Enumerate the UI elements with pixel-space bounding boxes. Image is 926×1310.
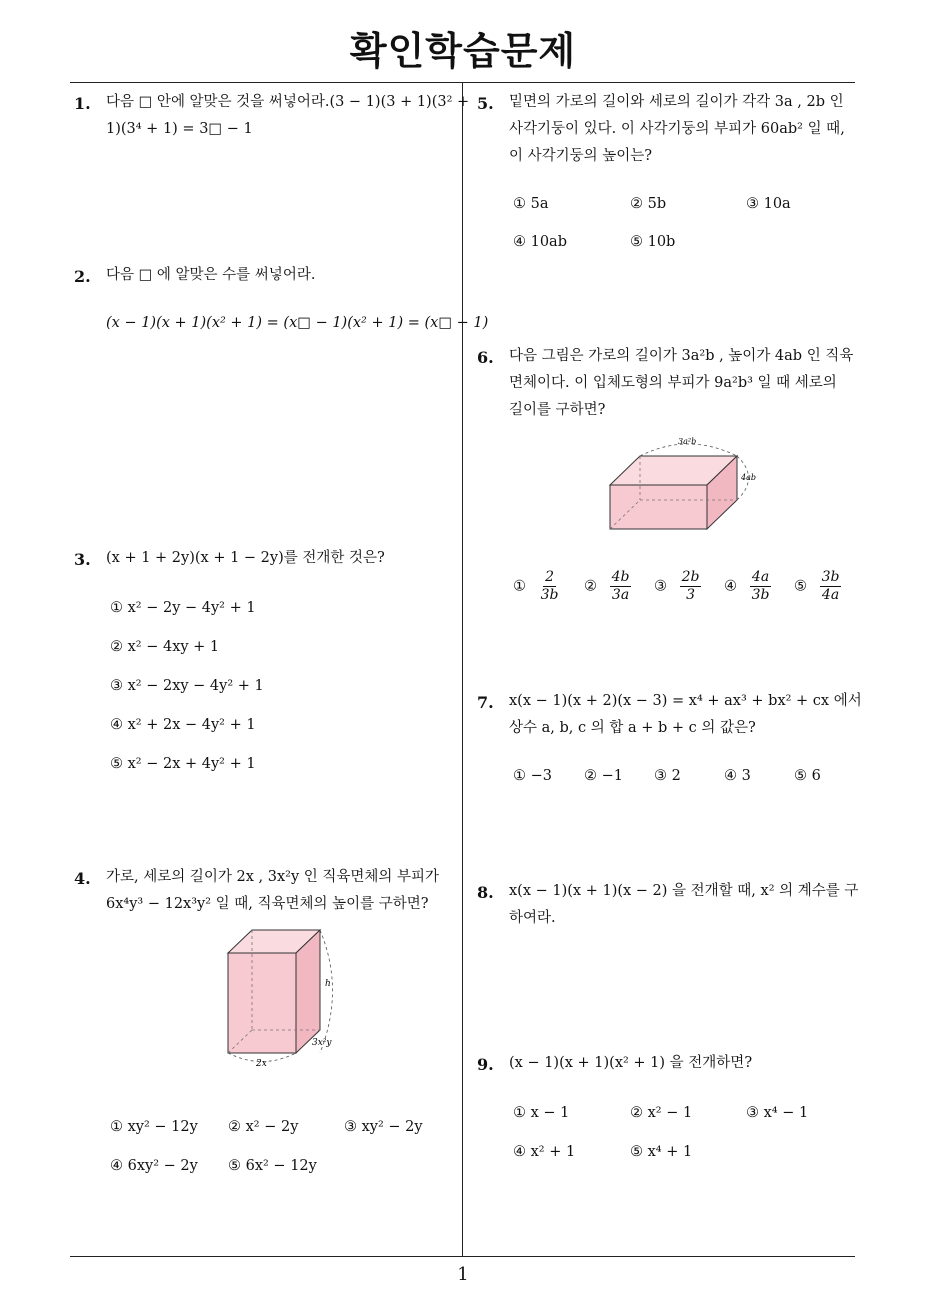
choice-2[interactable] xyxy=(584,569,631,604)
denominator: 3 xyxy=(686,587,695,603)
choice-5[interactable]: ⑤ 6x² − 12y xyxy=(228,1158,317,1174)
question-text: 가로, 세로의 길이가 2x , 3x²y 인 직육면체의 부피가 xyxy=(106,869,440,885)
numerator: 4a xyxy=(751,569,770,585)
fraction xyxy=(820,569,842,604)
choice-5[interactable]: ⑤ x² − 2x + 4y² + 1 xyxy=(110,756,256,772)
choice-1[interactable] xyxy=(513,569,560,604)
choice-mark: ⑤ xyxy=(794,578,807,595)
question-text: x(x − 1)(x + 2)(x − 3) = x⁴ + ax³ + bx² + cx 에서 xyxy=(509,693,862,709)
choice-4[interactable]: ④ 3 xyxy=(724,768,751,784)
choice-2[interactable]: ② 5b xyxy=(630,196,667,212)
question-text: 사각기둥이 있다. 이 사각기둥의 부피가 60ab² 일 때, xyxy=(509,121,845,137)
denominator: 3a xyxy=(611,587,630,603)
choice-1[interactable]: ① xy² − 12y xyxy=(110,1119,198,1135)
question-text: 다음 그림은 가로의 길이가 3a²b , 높이가 4ab 인 직육 xyxy=(509,348,854,364)
choice-2[interactable]: ② x² − 4xy + 1 xyxy=(110,639,220,655)
column-divider xyxy=(462,83,463,1257)
wide-box-figure xyxy=(600,432,775,537)
choice-2[interactable]: ② x² − 1 xyxy=(630,1105,693,1121)
choice-3[interactable]: ③ x⁴ − 1 xyxy=(746,1105,809,1121)
choice-4[interactable] xyxy=(724,569,771,604)
question-text: 1)(3⁴ + 1) = 3□ − 1 xyxy=(106,121,253,137)
choice-3[interactable]: ③ 10a xyxy=(746,196,791,212)
bottom-rule xyxy=(70,1256,855,1257)
choice-1[interactable]: ① 5a xyxy=(513,196,549,212)
choice-1[interactable]: ① x² − 2y − 4y² + 1 xyxy=(110,600,256,616)
page-title: 확인학습문제 xyxy=(349,29,577,73)
numerator: 3b xyxy=(821,569,840,585)
question-text: 하여라. xyxy=(509,910,556,926)
width-label: 2x xyxy=(256,1059,267,1069)
choice-mark: ② xyxy=(584,578,597,595)
tall-box-figure xyxy=(210,920,350,1070)
question-text: 상수 a, b, c 의 합 a + b + c 의 값은? xyxy=(509,720,756,736)
choice-4[interactable]: ④ 6xy² − 2y xyxy=(110,1158,198,1174)
question-text: 밑면의 가로의 길이와 세로의 길이가 각각 3a , 2b 인 xyxy=(509,94,844,110)
denominator: 3b xyxy=(751,587,770,603)
choice-3[interactable]: ③ xy² − 2y xyxy=(344,1119,423,1135)
choice-4[interactable]: ④ x² + 2x − 4y² + 1 xyxy=(110,717,256,733)
choice-5[interactable]: ⑤ x⁴ + 1 xyxy=(630,1144,693,1160)
question-number: 6. xyxy=(477,348,494,367)
choice-5[interactable]: ⑤ 10b xyxy=(630,234,676,250)
denominator: 4a xyxy=(821,587,840,603)
denominator: 3b xyxy=(540,587,559,603)
numerator: 2b xyxy=(681,569,700,585)
choice-3[interactable]: ③ x² − 2xy − 4y² + 1 xyxy=(110,678,264,694)
numerator: 2 xyxy=(545,569,554,585)
choice-mark: ③ xyxy=(654,578,667,595)
question-number: 9. xyxy=(477,1055,494,1074)
choice-3[interactable] xyxy=(654,569,701,604)
height-label: 4ab xyxy=(741,473,756,482)
formula: (x − 1)(x + 1)(x² + 1) = (x□ − 1)(x² + 1) = (x□ − 1) xyxy=(106,315,489,331)
choice-2[interactable]: ② x² − 2y xyxy=(228,1119,299,1135)
question-text: x(x − 1)(x + 1)(x − 2) 을 전개할 때, x² 의 계수를 구 xyxy=(509,883,859,899)
choice-mark: ① xyxy=(513,578,526,595)
page-number: 1 xyxy=(457,1264,469,1285)
numerator: 4b xyxy=(611,569,630,585)
question-number: 7. xyxy=(477,693,494,712)
choice-3[interactable]: ③ 2 xyxy=(654,768,681,784)
question-text: 다음 □ 에 알맞은 수를 써넣어라. xyxy=(106,267,316,283)
depth-label: 3x²y xyxy=(312,1038,332,1048)
fraction xyxy=(539,569,561,604)
question-number: 4. xyxy=(74,869,91,888)
fraction xyxy=(750,569,772,604)
question-number: 1. xyxy=(74,94,91,113)
height-label: h xyxy=(325,979,331,989)
choice-4[interactable]: ④ 10ab xyxy=(513,234,567,250)
question-text: 6x⁴y³ − 12x³y² 일 때, 직육면체의 높이를 구하면? xyxy=(106,896,429,912)
fraction xyxy=(610,569,632,604)
question-text: (x + 1 + 2y)(x + 1 − 2y)를 전개한 것은? xyxy=(106,550,385,566)
question-text: 면체이다. 이 입체도형의 부피가 9a²b³ 일 때 세로의 xyxy=(509,375,837,391)
question-text: 이 사각기둥의 높이는? xyxy=(509,148,653,164)
choice-1[interactable]: ① x − 1 xyxy=(513,1105,570,1121)
choice-1[interactable]: ① −3 xyxy=(513,768,552,784)
choice-5[interactable]: ⑤ 6 xyxy=(794,768,821,784)
question-number: 5. xyxy=(477,94,494,113)
choice-4[interactable]: ④ x² + 1 xyxy=(513,1144,576,1160)
width-label: 3a²b xyxy=(678,437,697,446)
question-text: 다음 □ 안에 알맞은 것을 써넣어라.(3 − 1)(3 + 1)(3² + xyxy=(106,94,470,110)
choice-5[interactable] xyxy=(794,569,841,604)
choice-mark: ④ xyxy=(724,578,737,595)
question-text: (x − 1)(x + 1)(x² + 1) 을 전개하면? xyxy=(509,1055,753,1071)
fraction xyxy=(680,569,702,604)
question-number: 2. xyxy=(74,267,91,286)
question-number: 8. xyxy=(477,883,494,902)
choice-2[interactable]: ② −1 xyxy=(584,768,623,784)
question-text: 길이를 구하면? xyxy=(509,402,606,418)
question-number: 3. xyxy=(74,550,91,569)
